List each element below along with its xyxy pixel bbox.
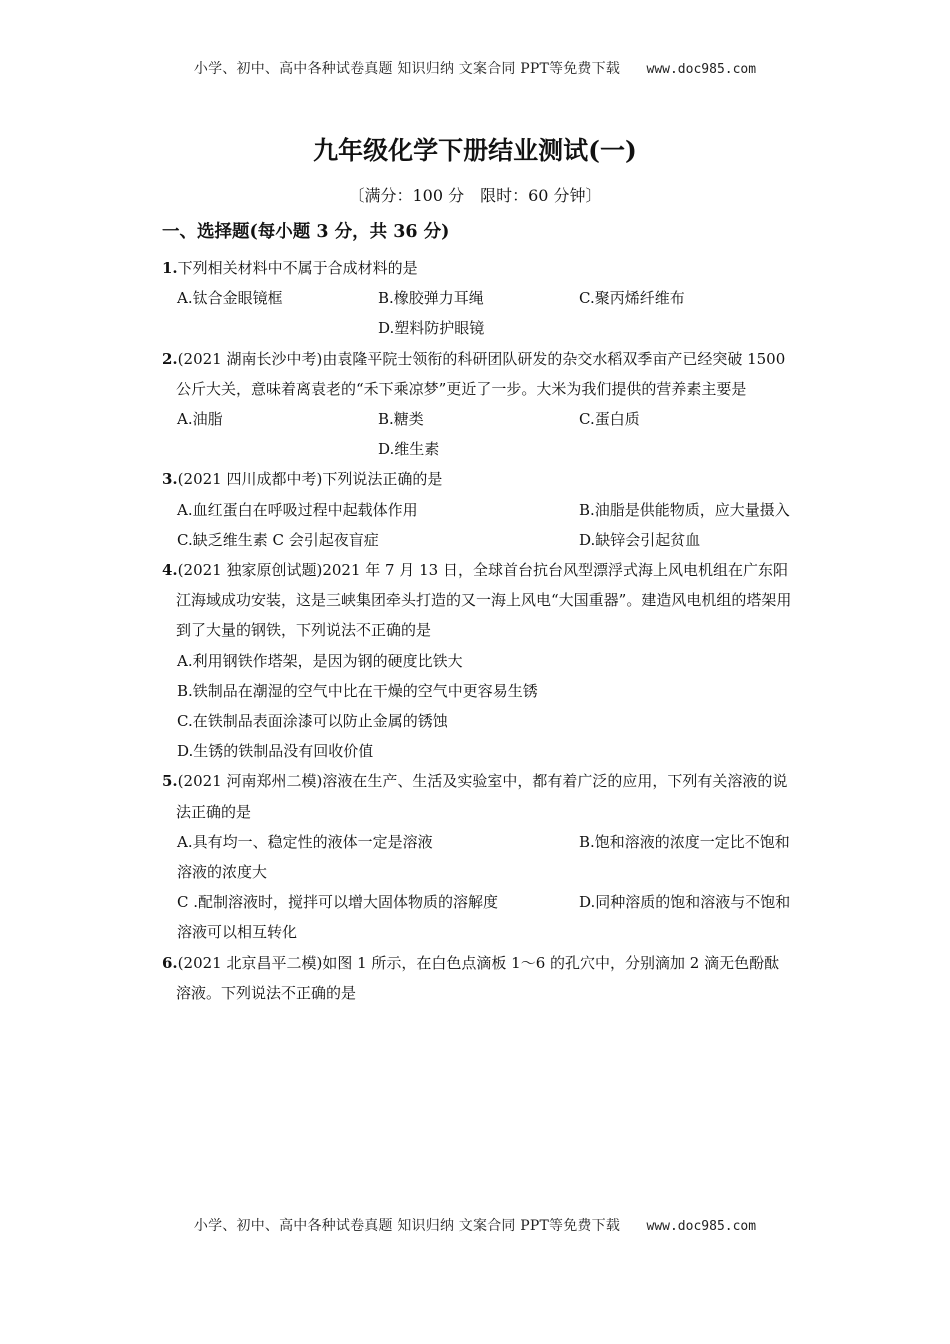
option-a: A.利用钢铁作塔架，是因为钢的硬度比铁大	[177, 651, 463, 670]
footer-banner	[0, 1215, 950, 1235]
option-a: A.具有均一、稳定性的液体一定是溶液	[177, 832, 433, 851]
question-stem	[162, 555, 792, 646]
banner-url[interactable]: www.doc985.com	[646, 1219, 757, 1234]
question-list	[162, 253, 792, 1008]
option-c: C.在铁制品表面涂漆可以防止金属的锈蚀	[177, 711, 448, 730]
question-text: 下列相关材料中不属于合成材料的是	[177, 259, 418, 277]
option-pair	[162, 495, 792, 525]
option-b: B.橡胶弹力耳绳	[378, 289, 484, 308]
question-stem	[162, 464, 792, 494]
question-number: 1.	[162, 259, 178, 277]
question-4	[162, 555, 792, 766]
question-number: 3.	[162, 470, 178, 489]
question-1	[162, 253, 792, 344]
banner-text: 小学、初中、高中各种试卷真题 知识归纳 文案合同 PPT等免费下载	[193, 61, 621, 77]
header-banner	[0, 58, 950, 78]
question-text: (2021 河南郑州二模)溶液在生产、生活及实验室中，都有着广泛的应用，下列有关溶液的说法正确的是	[176, 772, 788, 821]
option-d: D.同种溶质的饱和溶液与不饱和溶液可以相互转化	[177, 893, 791, 942]
option-d: D.维生素	[378, 440, 440, 459]
exam-info: 〔满分：100 分 限时：60 分钟〕	[348, 186, 602, 205]
option-pair	[162, 827, 792, 887]
option-c: C.聚丙烯纤维布	[579, 289, 685, 308]
section-heading: 一、选择题(每小题 3 分，共 36 分)	[162, 222, 450, 242]
option-d: D.缺锌会引起贫血	[579, 530, 701, 549]
option-b: B.铁制品在潮湿的空气中比在干燥的空气中更容易生锈	[177, 681, 538, 700]
question-text: (2021 北京昌平二模)如图 1 所示，在白色点滴板 1～6 的孔穴中，分别滴加 2 滴无色酚酞溶液。下列说法不正确的是	[176, 953, 780, 1002]
question-number: 2.	[162, 349, 178, 368]
option-c: C .配制溶液时，搅拌可以增大固体物质的溶解度	[177, 893, 499, 912]
option-a: A.油脂	[177, 409, 223, 428]
option-pair	[162, 887, 792, 947]
option-b: B.饱和溶液的浓度一定比不饱和溶液的浓度大	[177, 832, 790, 881]
question-5	[162, 766, 792, 947]
option-c: C.蛋白质	[579, 409, 640, 428]
question-stem	[162, 253, 792, 283]
option-a: A.血红蛋白在呼吸过程中起载体作用	[177, 500, 418, 519]
option-a: A.钛合金眼镜框	[177, 289, 283, 308]
question-stem	[162, 344, 792, 404]
banner-text: 小学、初中、高中各种试卷真题 知识归纳 文案合同 PPT等免费下载	[193, 1218, 621, 1234]
option-d: D.生锈的铁制品没有回收价值	[177, 742, 374, 761]
question-number: 4.	[162, 560, 178, 579]
option-d: D.塑料防护眼镜	[378, 319, 485, 338]
question-3	[162, 464, 792, 555]
question-stem	[162, 948, 792, 1008]
option-b: B.糖类	[378, 409, 424, 428]
question-stem	[162, 766, 792, 826]
option-b: B.油脂是供能物质，应大量摄入	[579, 500, 790, 519]
question-text: (2021 独家原创试题)2021 年 7 月 13 日，全球首台抗台风型漂浮式海上风电机组在广东阳江海域成功安装，这是三峡集团牵头打造的又一海上风电“大国重器”。建造风电机组的塔架用到了大量的钢铁，下列说法不正确的是	[176, 560, 792, 640]
question-text: (2021 四川成都中考)下列说法正确的是	[177, 470, 443, 489]
option-c: C.缺乏维生素 C 会引起夜盲症	[177, 530, 379, 549]
banner-url[interactable]: www.doc985.com	[646, 62, 757, 77]
question-6	[162, 948, 792, 1008]
question-text: (2021 湖南长沙中考)由袁隆平院士领衔的科研团队研发的杂交水稻双季亩产已经突破 1500 公斤大关，意味着离袁老的“禾下乘凉梦”更近了一步。大米为我们提供的营养素主要是	[176, 349, 786, 398]
page-title: 九年级化学下册结业测试(一)	[313, 136, 637, 165]
question-2	[162, 344, 792, 465]
question-number: 5.	[162, 772, 178, 791]
question-number: 6.	[162, 953, 178, 972]
option-pair	[162, 525, 792, 555]
